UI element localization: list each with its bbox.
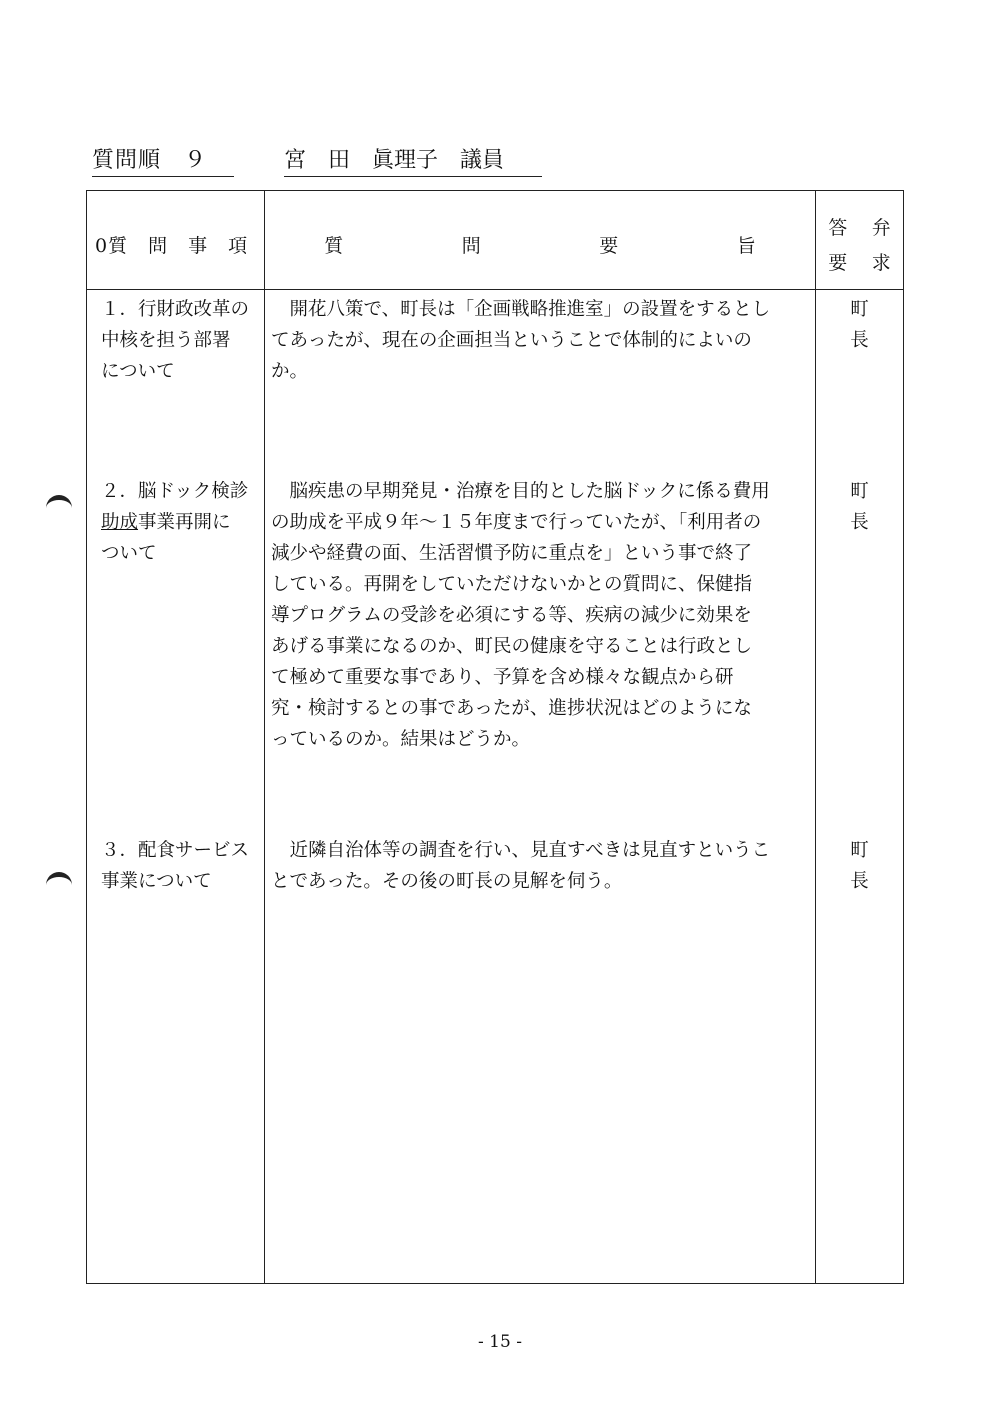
item-line: について — [101, 361, 175, 382]
header-question-item: 0質 問 事 項 — [95, 235, 249, 257]
gist-line: 開花八策で、町長は「企画戦略推進室」の設置をするとし — [271, 299, 771, 320]
gist-line: てあったが、現在の企画担当ということで体制的によいの — [271, 330, 752, 351]
item-line: ３．配食サービス — [101, 840, 250, 861]
header-response-char: 答 — [828, 217, 848, 239]
gist-line: とであった。その後の町長の見解を伺う。 — [271, 871, 623, 892]
page-number: - 15 - — [478, 1332, 522, 1352]
item-line: ついて — [101, 543, 157, 564]
gist-line: の助成を平成９年～１５年度まで行っていたが、「利用者の — [271, 512, 762, 533]
gist-line: あげる事業になるのか、町民の健康を守ることは行政とし — [271, 636, 753, 657]
item-line — [101, 507, 259, 538]
question-order: 質問順 ９ — [92, 143, 234, 177]
row-1-response: 町長 — [850, 299, 887, 351]
council-member-name: 宮 田 眞理子 議員 — [284, 143, 542, 177]
underlined-text: 助成 — [101, 512, 139, 533]
gist-line: 究・検討するとの事であったが、進捗状況はどのようにな — [271, 698, 752, 719]
header-gist-char: 要 — [599, 235, 619, 257]
row-2-response: 町長 — [850, 481, 887, 533]
gist-line: か。 — [271, 361, 309, 382]
item-line: 中核を担う部署 — [101, 330, 231, 351]
gist-line: 脳疾患の早期発見・治療を目的とした脳ドックに係る費用 — [271, 481, 770, 502]
header-gist-char: 質 — [324, 235, 344, 257]
gist-line: 導プログラムの受診を必須にする等、疾病の減少に効果を — [271, 605, 752, 626]
item-line: ２．脳ドック検診 — [101, 481, 249, 502]
header-response-char: 求 — [871, 252, 891, 274]
item-line: 事業について — [101, 871, 212, 892]
row-2-item — [101, 476, 259, 569]
row-3-response: 町長 — [850, 840, 887, 892]
item-line: １．行財政改革の — [101, 299, 250, 320]
header-divider — [87, 289, 903, 290]
binder-hole-mark — [46, 872, 72, 895]
row-1-item — [101, 294, 259, 387]
question-table — [86, 190, 904, 1284]
gist-line: 減少や経費の面、生活習慣予防に重点を」という事で終了 — [271, 543, 753, 564]
header-response-char: 要 — [828, 252, 848, 274]
gist-line: している。再開をしていただけないかとの質問に、保健指 — [271, 574, 753, 595]
header-question-gist — [265, 231, 815, 258]
header-response-request — [816, 213, 903, 275]
row-1-gist — [271, 294, 811, 387]
header-gist-char: 旨 — [736, 235, 756, 257]
row-2-gist — [271, 476, 811, 755]
gist-line: て極めて重要な事であり、予算を含め様々な観点から研 — [271, 667, 734, 688]
row-3-item — [101, 835, 259, 897]
binder-hole-mark — [46, 495, 72, 518]
gist-line: 近隣自治体等の調査を行い、見直すべきは見直すというこ — [271, 840, 771, 861]
column-divider — [264, 191, 265, 1283]
row-3-gist — [271, 835, 811, 897]
header-response-char: 弁 — [871, 217, 891, 239]
gist-line: っているのか。結果はどうか。 — [271, 729, 531, 750]
item-line-rest: 事業再開に — [138, 512, 231, 533]
header-gist-char: 問 — [461, 235, 481, 257]
